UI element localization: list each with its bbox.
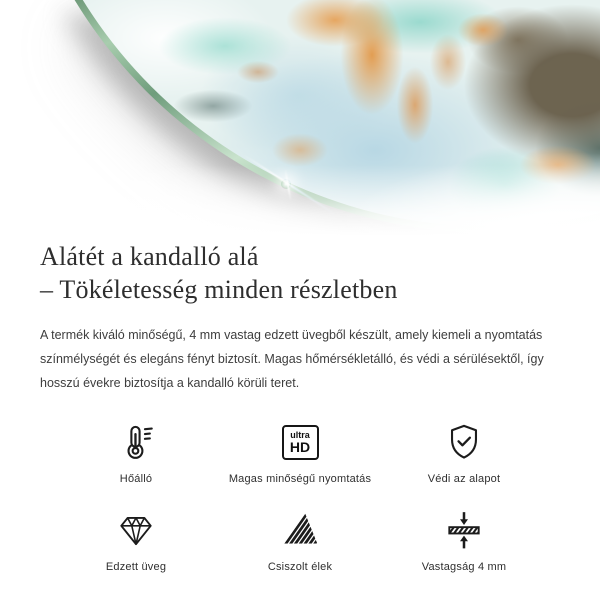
feature-label: Védi az alapot — [427, 473, 501, 485]
title-line-1: Alátét a kandalló alá — [40, 242, 259, 271]
page-title — [40, 240, 560, 306]
feature-label: Hőálló — [119, 473, 153, 485]
feature-label: Csiszolt élek — [267, 561, 333, 573]
ultra-hd-badge-bottom-text: HD — [289, 439, 311, 455]
shield-check-icon — [443, 420, 485, 464]
glass-disc — [0, 0, 600, 236]
feature-label: Magas minőségű nyomtatás — [228, 473, 372, 485]
title-line-2: – Tökéletesség minden részletben — [40, 275, 398, 304]
feature-protects-base — [382, 420, 546, 485]
feature-tempered-glass — [54, 508, 218, 573]
product-photo — [0, 0, 600, 236]
product-description: A termék kiváló minőségű, 4 mm vastag edzett üvegből készült, amely kiemeli a nyomtatás színmélységét és elegáns fényt biztosít. Magas hőmérsékletálló, és védi a sérülésektől, így hosszú évekre biztosítja a kandalló körüli teret. — [40, 328, 544, 390]
feature-label: Vastagság 4 mm — [421, 561, 507, 573]
features-grid — [54, 420, 546, 573]
feature-print-quality — [218, 420, 382, 485]
feature-heat-resistant — [54, 420, 218, 485]
thickness-icon — [443, 508, 485, 552]
ultra-hd-icon — [282, 420, 319, 464]
polished-edges-icon — [279, 508, 321, 552]
glass-marble-surface — [0, 0, 600, 236]
diamond-icon — [115, 508, 157, 552]
feature-thickness — [382, 508, 546, 573]
product-info-section — [0, 240, 600, 573]
feature-label: Edzett üveg — [105, 561, 167, 573]
thermometer-icon — [115, 420, 157, 464]
ultra-hd-badge-top-text: ultra — [290, 430, 310, 440]
feature-polished-edges — [218, 508, 382, 573]
ultra-hd-badge — [282, 425, 319, 460]
